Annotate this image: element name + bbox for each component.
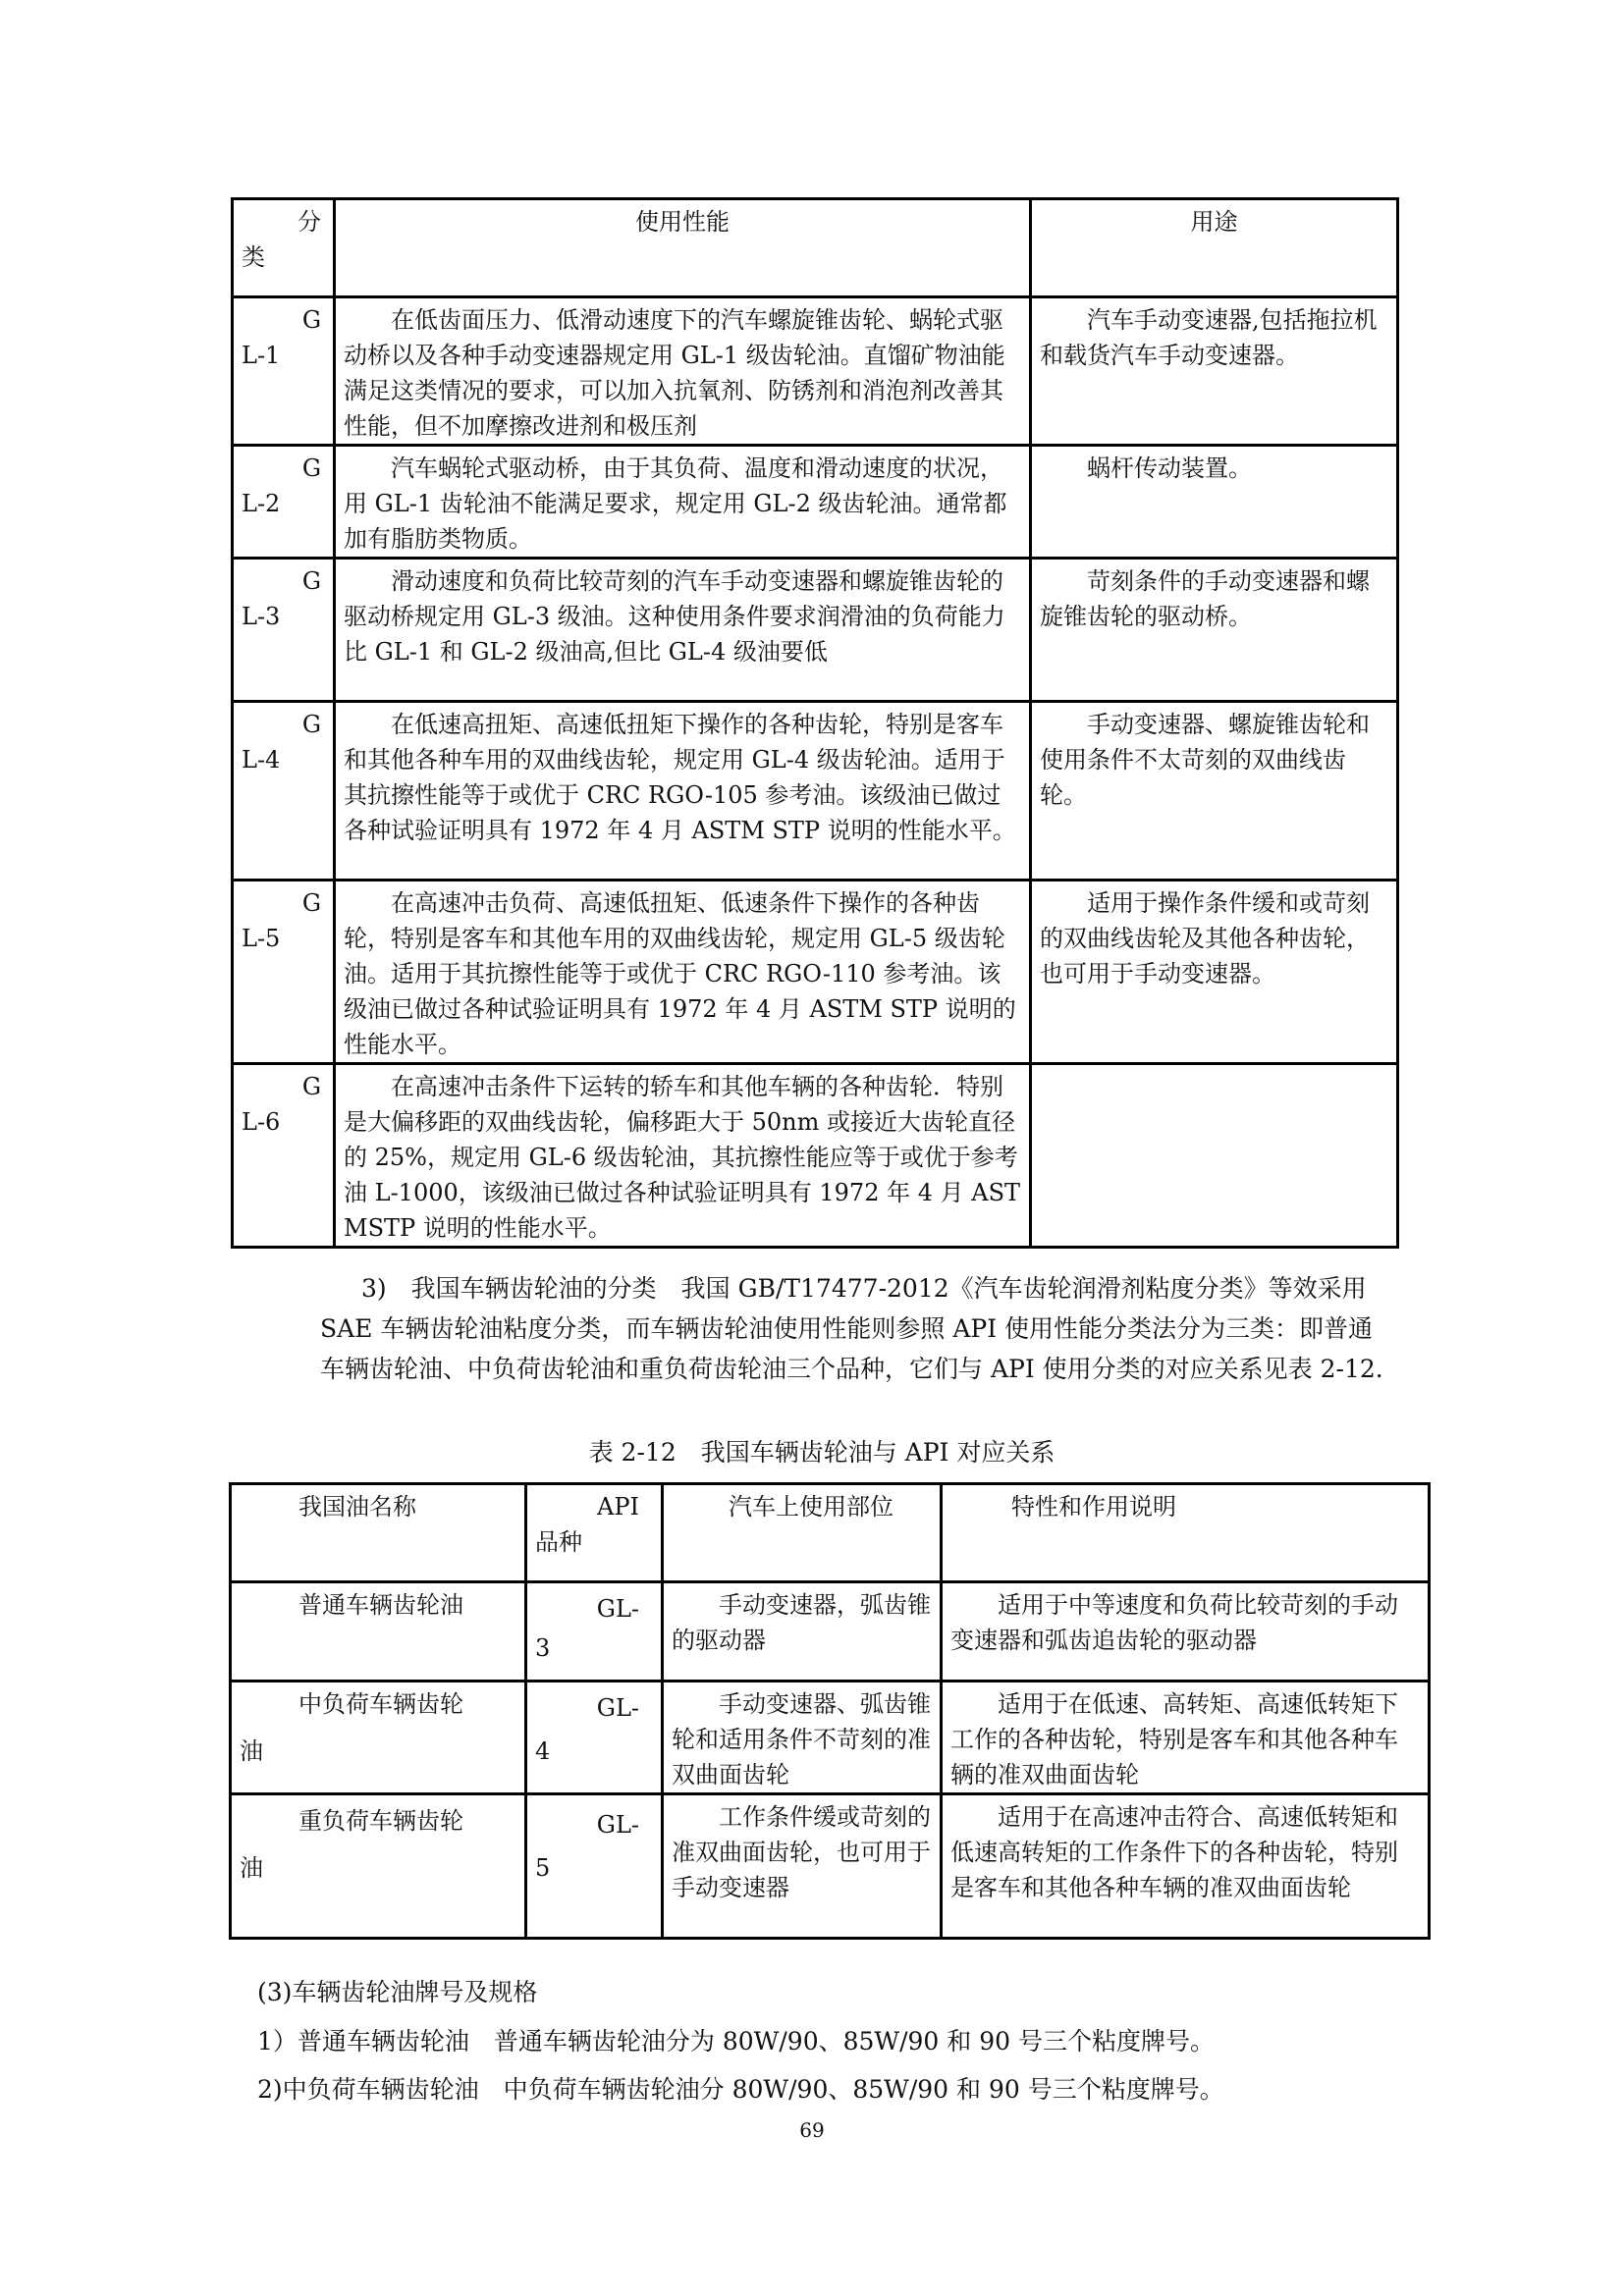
table-header-row <box>233 199 1398 297</box>
list-item: 1）普通车辆齿轮油 普通车辆齿轮油分为 80W/90、85W/90 和 90 号三个粘度牌号。 <box>257 2027 1215 2056</box>
header-classification <box>233 199 335 297</box>
class-code-bottom: L-6 <box>242 1108 281 1136</box>
header-description: 特性和作用说明 <box>942 1484 1430 1582</box>
performance-cell: 在低速高扭矩、高速低扭矩下操作的各种齿轮，特别是客车和其他各种车用的双曲线齿轮，规定用 GL-4 级齿轮油。适用于其抗擦性能等于或优于 CRC RGO-105 参考油。该级油已做过各种试验证明具有 1972 年 4 月 ASTM STP 说明的性能水平。 <box>335 702 1031 881</box>
oil-name-cell <box>231 1582 526 1682</box>
class-code-top: G <box>301 567 321 595</box>
table-row <box>233 297 1398 446</box>
oil-name-top: 普通车辆齿轮油 <box>298 1591 463 1619</box>
api-type-top: GL- <box>596 1694 639 1722</box>
header-oil-name: 我国油名称 <box>231 1484 526 1582</box>
china-api-correspondence-table <box>229 1482 1431 1940</box>
header-api-bottom: 品种 <box>535 1528 582 1556</box>
api-type-bottom: 4 <box>535 1737 551 1765</box>
class-code-top: G <box>301 889 321 917</box>
header-usage: 用途 <box>1031 199 1398 297</box>
header-usage-location: 汽车上使用部位 <box>663 1484 942 1582</box>
oil-name-bottom: 油 <box>240 1737 263 1765</box>
description-cell: 适用于在低速、高转矩、高速低转矩下工作的各种齿轮，特别是客车和其他各种车辆的准双曲面齿轮 <box>942 1682 1430 1794</box>
usage-cell: 汽车手动变速器,包括拖拉机和载货汽车手动变速器。 <box>1031 297 1398 446</box>
performance-cell: 在高速冲击负荷、高速低扭矩、低速条件下操作的各种齿轮，特别是客车和其他车用的双曲线齿轮，规定用 GL-5 级齿轮油。适用于其抗擦性能等于或优于 CRC RGO-110 参考油。该级油已做过各种试验证明具有 1972 年 4 月 ASTM STP 说明的性能水平。 <box>335 881 1031 1064</box>
usage-cell: 蜗杆传动装置。 <box>1031 446 1398 559</box>
class-code-bottom: L-3 <box>242 603 281 630</box>
table-header-row <box>231 1484 1430 1582</box>
usage-location-cell: 手动变速器，弧齿锥的驱动器 <box>663 1582 942 1682</box>
api-type-cell <box>526 1794 663 1939</box>
oil-name-cell <box>231 1794 526 1939</box>
class-code-bottom: L-5 <box>242 925 281 952</box>
usage-cell: 适用于操作条件缓和或苛刻的双曲线齿轮及其他各种齿轮，也可用于手动变速器。 <box>1031 881 1398 1064</box>
class-code-top: G <box>301 711 321 738</box>
oil-name-bottom: 油 <box>240 1854 263 1882</box>
api-type-cell <box>526 1682 663 1794</box>
table-row <box>233 1064 1398 1248</box>
header-api-type <box>526 1484 663 1582</box>
class-code-bottom: L-2 <box>242 490 281 517</box>
performance-cell: 在高速冲击条件下运转的轿车和其他车辆的各种齿轮．特别是大偏移距的双曲线齿轮，偏移距大于 50nm 或接近大齿轮直径的 25%，规定用 GL-6 级齿轮油，其抗擦性能应等于或优于参考油 L-1000，该级油已做过各种试验证明具有 1972 年 4 月 ASTMSTP 说明的性能水平。 <box>335 1064 1031 1248</box>
class-code-bottom: L-4 <box>242 746 281 774</box>
table-row <box>231 1794 1430 1939</box>
table-row <box>233 702 1398 881</box>
api-type-bottom: 5 <box>535 1854 551 1882</box>
usage-cell: 苛刻条件的手动变速器和螺旋锥齿轮的驱动桥。 <box>1031 559 1398 702</box>
api-classification-table <box>231 197 1399 1249</box>
table-row <box>233 881 1398 1064</box>
header-class-top: 分 <box>298 208 321 236</box>
header-class-bottom: 类 <box>242 243 265 271</box>
table-row <box>231 1682 1430 1794</box>
class-code-top: G <box>301 454 321 482</box>
page-number: 69 <box>799 2118 825 2142</box>
oil-name-top: 中负荷车辆齿轮 <box>298 1690 463 1718</box>
header-api-top: API <box>597 1493 639 1521</box>
performance-cell: 在低齿面压力、低滑动速度下的汽车螺旋锥齿轮、蜗轮式驱动桥以及各种手动变速器规定用 GL-1 级齿轮油。直馏矿物油能满足这类情况的要求，可以加入抗氧剂、防锈剂和消泡剂改善其性能，但不加摩擦改进剂和极压剂 <box>335 297 1031 446</box>
oil-name-top: 重负荷车辆齿轮 <box>298 1807 463 1835</box>
api-type-cell <box>526 1582 663 1682</box>
section-heading: (3)车辆齿轮油牌号及规格 <box>257 1978 538 2006</box>
usage-cell <box>1031 1064 1398 1248</box>
usage-location-cell: 工作条件缓或苛刻的准双曲面齿轮，也可用于手动变速器 <box>663 1794 942 1939</box>
performance-cell: 汽车蜗轮式驱动桥，由于其负荷、温度和滑动速度的状况，用 GL-1 齿轮油不能满足要求，规定用 GL-2 级齿轮油。通常都加有脂肪类物质。 <box>335 446 1031 559</box>
classification-paragraph <box>320 1268 1390 1389</box>
table-row <box>233 446 1398 559</box>
api-type-top: GL- <box>596 1595 639 1623</box>
api-type-bottom: 3 <box>535 1634 551 1662</box>
api-type-top: GL- <box>596 1811 639 1839</box>
class-code-bottom: L-1 <box>242 342 281 369</box>
class-code-top: G <box>301 1073 321 1100</box>
table-caption: 表 2-12 我国车辆齿轮油与 API 对应关系 <box>588 1438 1056 1467</box>
performance-cell: 滑动速度和负荷比较苛刻的汽车手动变速器和螺旋锥齿轮的驱动桥规定用 GL-3 级油。这种使用条件要求润滑油的负荷能力比 GL-1 和 GL-2 级油高,但比 GL-4 级油要低 <box>335 559 1031 702</box>
table-row <box>231 1582 1430 1682</box>
paragraph-text: 3) 我国车辆齿轮油的分类 我国 GB/T17477-2012《汽车齿轮润滑剂粘度分类》等效采用 SAE 车辆齿轮油粘度分类，而车辆齿轮油使用性能则参照 API 使用性能分类法分为三类：即普通车辆齿轮油、中负荷齿轮油和重负荷齿轮油三个品种，它们与 API 使用分类的对应关系见表 2-12. <box>320 1274 1383 1383</box>
usage-cell: 手动变速器、螺旋锥齿轮和使用条件不太苛刻的双曲线齿轮。 <box>1031 702 1398 881</box>
list-item: 2)中负荷车辆齿轮油 中负荷车辆齿轮油分 80W/90、85W/90 和 90 号三个粘度牌号。 <box>257 2075 1224 2104</box>
usage-location-cell: 手动变速器、弧齿锥轮和适用条件不苛刻的准双曲面齿轮 <box>663 1682 942 1794</box>
header-performance: 使用性能 <box>335 199 1031 297</box>
class-code-top: G <box>301 306 321 334</box>
table-row <box>233 559 1398 702</box>
description-cell: 适用于中等速度和负荷比较苛刻的手动变速器和弧齿追齿轮的驱动器 <box>942 1582 1430 1682</box>
description-cell: 适用于在高速冲击符合、高速低转矩和低速高转矩的工作条件下的各种齿轮，特别是客车和其他各种车辆的准双曲面齿轮 <box>942 1794 1430 1939</box>
oil-name-cell <box>231 1682 526 1794</box>
